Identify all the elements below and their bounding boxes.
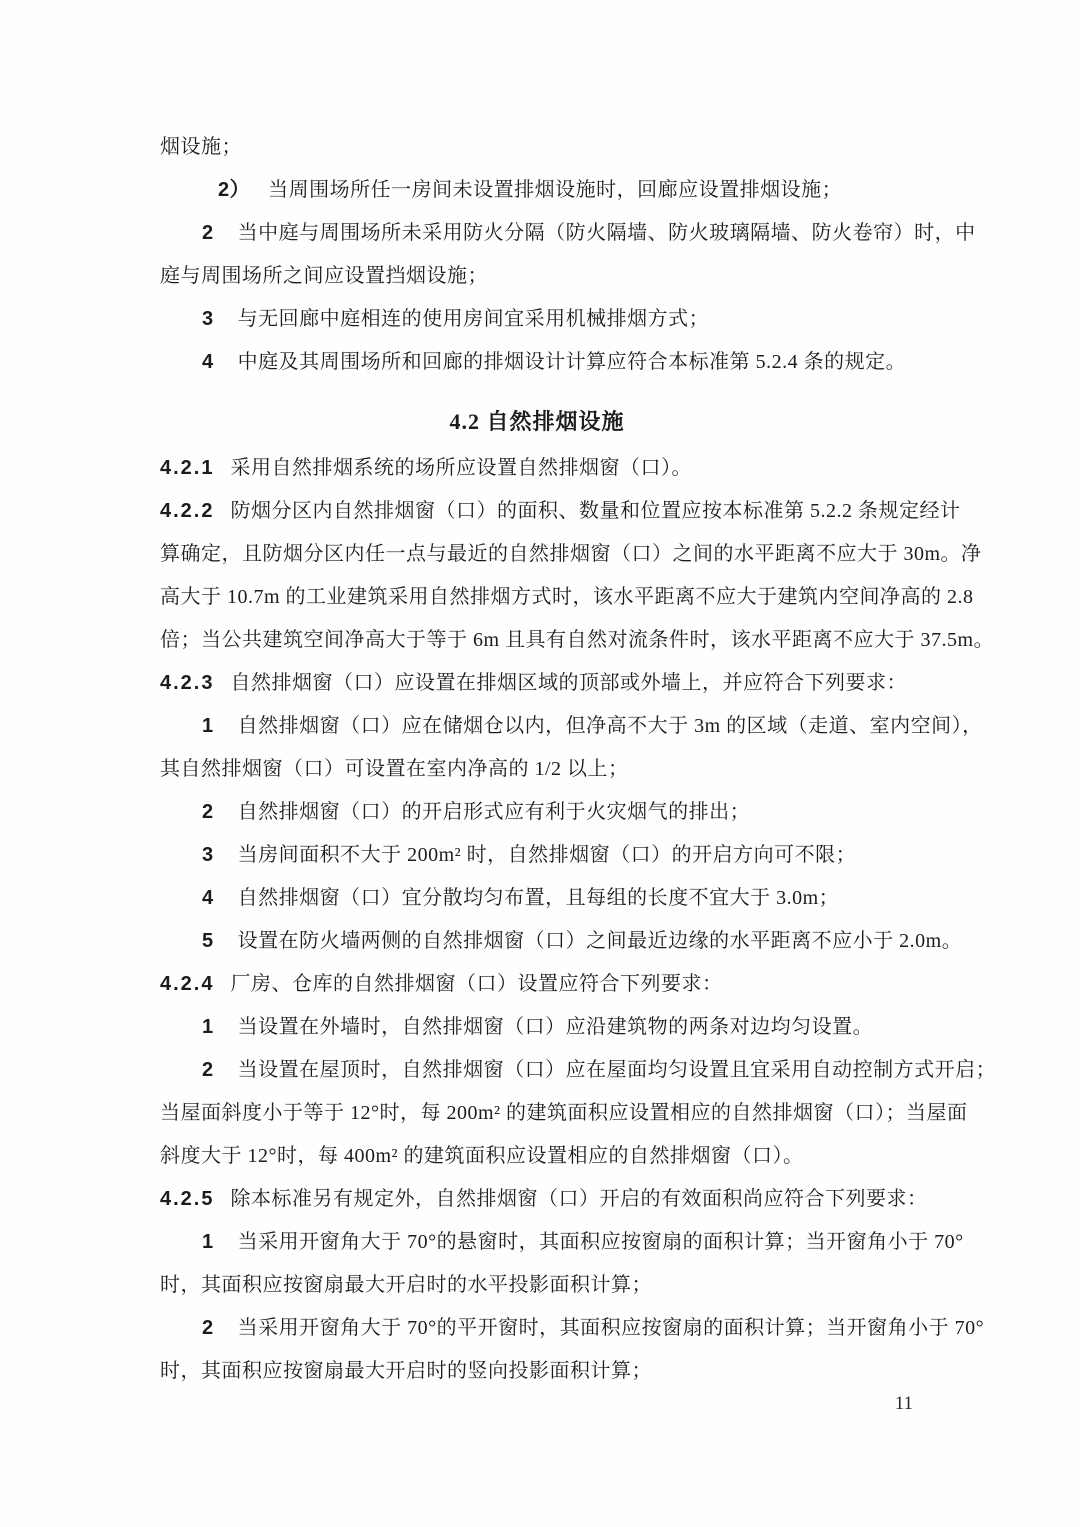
line-text: 与无回廊中庭相连的使用房间宜采用机械排烟方式； [237, 308, 710, 330]
line-text: 当采用开窗角大于 70°的平开窗时，其面积应按窗扇的面积计算；当开窗角小于 70° [237, 1317, 985, 1339]
line-text: 采用自然排烟系统的场所应设置自然排烟窗（口）。 [230, 457, 692, 479]
text-line [160, 834, 914, 877]
text-line [160, 619, 995, 662]
line-text: 自然排烟窗（口）的开启形式应有利于火灾烟气的排出； [237, 801, 751, 823]
text-line [160, 1135, 914, 1178]
item-number: 2 [202, 1059, 214, 1081]
line-text: 自然排烟窗（口）应设置在排烟区域的顶部或外墙上，并应符合下列要求： [230, 672, 907, 694]
item-number: 3 [202, 844, 214, 866]
text-line [160, 1049, 997, 1092]
text-line [160, 1092, 968, 1135]
line-text: 其自然排烟窗（口）可设置在室内净高的 1/2 以上； [160, 758, 629, 780]
line-text: 时，其面积应按窗扇最大开启时的水平投影面积计算； [160, 1274, 652, 1296]
line-text: 中庭及其周围场所和回廊的排烟设计计算应符合本标准第 5.2.4 条的规定。 [237, 351, 907, 373]
item-number: 4 [202, 351, 214, 373]
item-number: 2 [202, 222, 214, 244]
line-text: 当设置在屋顶时，自然排烟窗（口）应在屋面均匀设置且宜采用自动控制方式开启； [237, 1059, 997, 1081]
section-number: 4.2.1 [160, 457, 215, 479]
item-number: 2 [202, 801, 214, 823]
line-text: 防烟分区内自然排烟窗（口）的面积、数量和位置应按本标准第 5.2.2 条规定经计 [230, 500, 961, 522]
item-number: 1 [202, 715, 214, 737]
item-number: 2） [218, 179, 251, 201]
document-body [160, 126, 997, 1393]
line-text: 倍；当公共建筑空间净高大于等于 6m 且具有自然对流条件时，该水平距离不应大于 37.5m。 [160, 629, 995, 651]
text-line [160, 1307, 985, 1350]
section-number: 4.2.3 [160, 672, 215, 694]
section-number: 4.2.2 [160, 500, 215, 522]
item-number: 2 [202, 1317, 214, 1339]
text-line [160, 169, 914, 212]
text-line [160, 1350, 914, 1393]
line-text: 当设置在外墙时，自然排烟窗（口）应沿建筑物的两条对边均匀设置。 [237, 1016, 874, 1038]
item-number: 3 [202, 308, 214, 330]
line-text: 厂房、仓库的自然排烟窗（口）设置应符合下列要求： [230, 973, 723, 995]
line-text: 4.2 自然排烟设施 [449, 409, 625, 434]
page-number: 11 [894, 1393, 913, 1414]
section-number: 4.2.5 [160, 1188, 215, 1210]
line-text: 庭与周围场所之间应设置挡烟设施； [160, 265, 488, 287]
line-text: 当中庭与周围场所未采用防火分隔（防火隔墙、防火玻璃隔墙、防火卷帘）时，中 [237, 222, 976, 244]
text-line [160, 533, 982, 576]
item-number: 1 [202, 1231, 214, 1253]
text-line [160, 255, 914, 298]
text-line [160, 1006, 914, 1049]
line-text: 当房间面积不大于 200m² 时，自然排烟窗（口）的开启方向可不限； [237, 844, 857, 866]
item-number: 4 [202, 887, 214, 909]
text-line [160, 662, 914, 705]
line-text: 烟设施； [160, 136, 242, 158]
line-text: 当屋面斜度小于等于 12°时，每 200m² 的建筑面积应设置相应的自然排烟窗（口）；当屋面 [160, 1102, 968, 1124]
text-line [160, 877, 914, 920]
text-line [160, 791, 914, 834]
text-line [160, 1178, 928, 1221]
line-text: 斜度大于 12°时，每 400m² 的建筑面积应设置相应的自然排烟窗（口）。 [160, 1145, 804, 1167]
text-line [160, 748, 914, 791]
text-line [160, 490, 961, 533]
line-text: 当周围场所任一房间未设置排烟设施时，回廊应设置排烟设施； [268, 179, 843, 201]
line-text: 自然排烟窗（口）应在储烟仓以内，但净高不大于 3m 的区域（走道、室内空间）， [237, 715, 983, 737]
text-line [160, 447, 914, 490]
text-line [160, 920, 963, 963]
text-line [160, 212, 976, 255]
text-line [160, 126, 914, 169]
text-line [160, 705, 983, 748]
line-text: 自然排烟窗（口）宜分散均匀布置，且每组的长度不宜大于 3.0m； [237, 887, 840, 909]
text-line [160, 963, 914, 1006]
item-number: 5 [202, 930, 214, 952]
line-text: 高大于 10.7m 的工业建筑采用自然排烟方式时，该水平距离不应大于建筑内空间净高的 2.8 [160, 586, 974, 608]
section-number: 4.2.4 [160, 973, 215, 995]
line-text: 算确定，且防烟分区内任一点与最近的自然排烟窗（口）之间的水平距离不应大于 30m。净 [160, 543, 982, 565]
section-heading [160, 400, 914, 443]
line-text: 时，其面积应按窗扇最大开启时的竖向投影面积计算； [160, 1360, 652, 1382]
text-line [160, 576, 974, 619]
text-line [160, 1221, 964, 1264]
line-text: 设置在防火墙两侧的自然排烟窗（口）之间最近边缘的水平距离不应小于 2.0m。 [237, 930, 963, 952]
text-line [160, 341, 914, 384]
item-number: 1 [202, 1016, 214, 1038]
text-line [160, 298, 914, 341]
line-text: 当采用开窗角大于 70°的悬窗时，其面积应按窗扇的面积计算；当开窗角小于 70° [237, 1231, 964, 1253]
text-line [160, 1264, 914, 1307]
line-text: 除本标准另有规定外，自然排烟窗（口）开启的有效面积尚应符合下列要求： [230, 1188, 928, 1210]
